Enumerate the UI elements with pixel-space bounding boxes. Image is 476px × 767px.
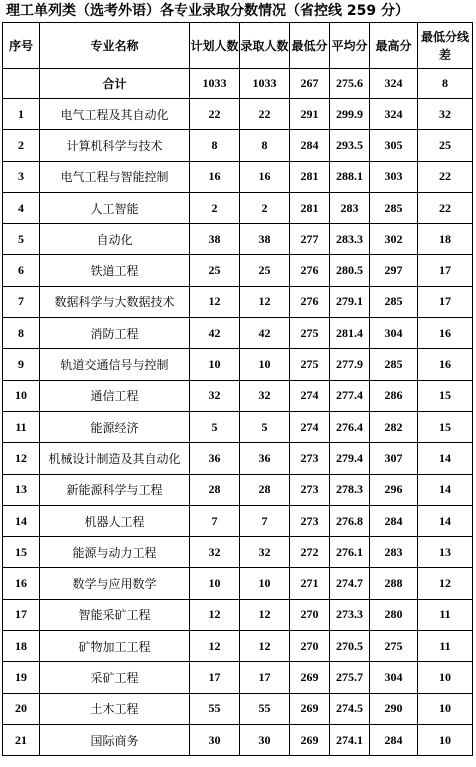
row-min: 276 xyxy=(290,255,330,286)
table-row xyxy=(3,192,473,223)
row-diff: 12 xyxy=(418,568,473,599)
header-diff: 最低分线差 xyxy=(418,23,473,69)
row-avg: 278.3 xyxy=(330,474,370,505)
row-major: 人工智能 xyxy=(40,192,190,223)
table-row xyxy=(3,161,473,192)
row-admitted: 17 xyxy=(240,662,290,693)
row-diff: 14 xyxy=(418,505,473,536)
row-min: 270 xyxy=(290,599,330,630)
row-min: 273 xyxy=(290,505,330,536)
row-seq: 16 xyxy=(3,568,40,599)
row-max: 324 xyxy=(370,99,418,130)
row-plan: 12 xyxy=(190,631,240,662)
row-avg: 277.4 xyxy=(330,380,370,411)
row-major: 数据科学与大数据技术 xyxy=(40,286,190,317)
row-avg: 270.5 xyxy=(330,631,370,662)
row-avg: 299.9 xyxy=(330,99,370,130)
row-avg: 279.1 xyxy=(330,286,370,317)
row-min: 273 xyxy=(290,443,330,474)
row-max: 290 xyxy=(370,693,418,724)
row-plan: 7 xyxy=(190,505,240,536)
row-plan: 36 xyxy=(190,443,240,474)
table-row xyxy=(3,411,473,442)
row-major: 数学与应用数学 xyxy=(40,568,190,599)
table-row xyxy=(3,662,473,693)
row-avg: 283 xyxy=(330,192,370,223)
row-major: 国际商务 xyxy=(40,724,190,755)
row-major: 计算机科学与技术 xyxy=(40,130,190,161)
row-plan: 55 xyxy=(190,693,240,724)
row-diff: 22 xyxy=(418,161,473,192)
header-seq: 序号 xyxy=(3,23,40,69)
table-row xyxy=(3,537,473,568)
row-avg: 276.8 xyxy=(330,505,370,536)
total-label: 合计 xyxy=(40,69,190,99)
row-max: 284 xyxy=(370,505,418,536)
row-max: 307 xyxy=(370,443,418,474)
row-plan: 42 xyxy=(190,318,240,349)
row-diff: 16 xyxy=(418,318,473,349)
row-max: 302 xyxy=(370,224,418,255)
row-max: 304 xyxy=(370,662,418,693)
row-seq: 21 xyxy=(3,724,40,755)
header-plan: 计划人数 xyxy=(190,23,240,69)
row-plan: 10 xyxy=(190,349,240,380)
total-max: 324 xyxy=(370,69,418,99)
row-admitted: 30 xyxy=(240,724,290,755)
total-diff: 8 xyxy=(418,69,473,99)
table-row xyxy=(3,130,473,161)
table-row xyxy=(3,286,473,317)
row-plan: 38 xyxy=(190,224,240,255)
row-major: 自动化 xyxy=(40,224,190,255)
row-avg: 276.4 xyxy=(330,411,370,442)
row-major: 电气工程与智能控制 xyxy=(40,161,190,192)
row-major: 能源经济 xyxy=(40,411,190,442)
row-max: 304 xyxy=(370,318,418,349)
row-min: 281 xyxy=(290,192,330,223)
row-admitted: 2 xyxy=(240,192,290,223)
table-row xyxy=(3,724,473,755)
row-major: 新能源科学与工程 xyxy=(40,474,190,505)
row-admitted: 38 xyxy=(240,224,290,255)
row-plan: 2 xyxy=(190,192,240,223)
table-row xyxy=(3,474,473,505)
row-seq: 12 xyxy=(3,443,40,474)
row-max: 280 xyxy=(370,599,418,630)
row-diff: 13 xyxy=(418,537,473,568)
row-max: 288 xyxy=(370,568,418,599)
row-major: 通信工程 xyxy=(40,380,190,411)
row-seq: 9 xyxy=(3,349,40,380)
row-diff: 16 xyxy=(418,349,473,380)
row-diff: 10 xyxy=(418,693,473,724)
row-seq: 20 xyxy=(3,693,40,724)
row-diff: 14 xyxy=(418,443,473,474)
row-seq: 1 xyxy=(3,99,40,130)
row-seq: 7 xyxy=(3,286,40,317)
table-row xyxy=(3,443,473,474)
row-avg: 274.5 xyxy=(330,693,370,724)
total-admitted: 1033 xyxy=(240,69,290,99)
row-major: 机械设计制造及其自动化 xyxy=(40,443,190,474)
table-row xyxy=(3,505,473,536)
row-admitted: 16 xyxy=(240,161,290,192)
table-row xyxy=(3,255,473,286)
row-major: 消防工程 xyxy=(40,318,190,349)
row-avg: 279.4 xyxy=(330,443,370,474)
row-admitted: 12 xyxy=(240,631,290,662)
row-min: 275 xyxy=(290,318,330,349)
row-min: 291 xyxy=(290,99,330,130)
row-min: 281 xyxy=(290,161,330,192)
row-seq: 3 xyxy=(3,161,40,192)
row-diff: 11 xyxy=(418,599,473,630)
row-major: 电气工程及其自动化 xyxy=(40,99,190,130)
row-major: 机器人工程 xyxy=(40,505,190,536)
row-diff: 11 xyxy=(418,631,473,662)
total-plan: 1033 xyxy=(190,69,240,99)
row-diff: 10 xyxy=(418,724,473,755)
row-max: 297 xyxy=(370,255,418,286)
row-admitted: 7 xyxy=(240,505,290,536)
total-avg: 275.6 xyxy=(330,69,370,99)
table-row xyxy=(3,693,473,724)
page-title: 理工单列类（选考外语）各专业录取分数情况（省控线 259 分） xyxy=(6,3,409,19)
row-seq: 19 xyxy=(3,662,40,693)
row-diff: 17 xyxy=(418,255,473,286)
row-plan: 28 xyxy=(190,474,240,505)
row-max: 303 xyxy=(370,161,418,192)
row-diff: 18 xyxy=(418,224,473,255)
row-admitted: 22 xyxy=(240,99,290,130)
row-min: 269 xyxy=(290,693,330,724)
row-min: 274 xyxy=(290,411,330,442)
row-max: 305 xyxy=(370,130,418,161)
row-avg: 288.1 xyxy=(330,161,370,192)
row-min: 275 xyxy=(290,349,330,380)
row-major: 矿物加工工程 xyxy=(40,631,190,662)
header-admitted: 录取人数 xyxy=(240,23,290,69)
row-plan: 32 xyxy=(190,380,240,411)
row-min: 274 xyxy=(290,380,330,411)
row-diff: 17 xyxy=(418,286,473,317)
row-plan: 22 xyxy=(190,99,240,130)
row-diff: 15 xyxy=(418,411,473,442)
row-seq: 6 xyxy=(3,255,40,286)
row-admitted: 5 xyxy=(240,411,290,442)
row-major: 土木工程 xyxy=(40,693,190,724)
row-admitted: 55 xyxy=(240,693,290,724)
row-admitted: 32 xyxy=(240,380,290,411)
row-diff: 32 xyxy=(418,99,473,130)
header-max: 最高分 xyxy=(370,23,418,69)
row-max: 275 xyxy=(370,631,418,662)
row-avg: 293.5 xyxy=(330,130,370,161)
row-min: 269 xyxy=(290,724,330,755)
table-row xyxy=(3,99,473,130)
row-avg: 276.1 xyxy=(330,537,370,568)
header-major: 专业名称 xyxy=(40,23,190,69)
row-seq: 5 xyxy=(3,224,40,255)
row-admitted: 8 xyxy=(240,130,290,161)
row-diff: 14 xyxy=(418,474,473,505)
row-major: 铁道工程 xyxy=(40,255,190,286)
row-major: 能源与动力工程 xyxy=(40,537,190,568)
row-plan: 32 xyxy=(190,537,240,568)
header-row xyxy=(3,23,473,69)
row-seq: 4 xyxy=(3,192,40,223)
row-diff: 22 xyxy=(418,192,473,223)
row-min: 271 xyxy=(290,568,330,599)
row-seq: 14 xyxy=(3,505,40,536)
row-seq: 15 xyxy=(3,537,40,568)
row-admitted: 12 xyxy=(240,286,290,317)
row-max: 285 xyxy=(370,349,418,380)
row-plan: 30 xyxy=(190,724,240,755)
row-min: 270 xyxy=(290,631,330,662)
total-row xyxy=(3,69,473,99)
row-avg: 274.1 xyxy=(330,724,370,755)
row-plan: 10 xyxy=(190,568,240,599)
row-plan: 16 xyxy=(190,161,240,192)
row-avg: 281.4 xyxy=(330,318,370,349)
row-min: 276 xyxy=(290,286,330,317)
header-avg: 平均分 xyxy=(330,23,370,69)
total-seq xyxy=(3,69,40,99)
row-avg: 280.5 xyxy=(330,255,370,286)
total-min: 267 xyxy=(290,69,330,99)
row-diff: 10 xyxy=(418,662,473,693)
row-avg: 273.3 xyxy=(330,599,370,630)
row-seq: 11 xyxy=(3,411,40,442)
row-min: 273 xyxy=(290,474,330,505)
row-max: 284 xyxy=(370,724,418,755)
row-seq: 10 xyxy=(3,380,40,411)
row-seq: 8 xyxy=(3,318,40,349)
row-max: 285 xyxy=(370,286,418,317)
table-row xyxy=(3,349,473,380)
table-row xyxy=(3,599,473,630)
row-admitted: 28 xyxy=(240,474,290,505)
row-plan: 5 xyxy=(190,411,240,442)
row-max: 296 xyxy=(370,474,418,505)
header-min: 最低分 xyxy=(290,23,330,69)
row-plan: 12 xyxy=(190,599,240,630)
table-row xyxy=(3,631,473,662)
row-major: 采矿工程 xyxy=(40,662,190,693)
row-seq: 18 xyxy=(3,631,40,662)
row-max: 283 xyxy=(370,537,418,568)
row-min: 272 xyxy=(290,537,330,568)
row-major: 轨道交通信号与控制 xyxy=(40,349,190,380)
row-max: 282 xyxy=(370,411,418,442)
row-avg: 274.7 xyxy=(330,568,370,599)
row-plan: 8 xyxy=(190,130,240,161)
table-row xyxy=(3,568,473,599)
row-diff: 15 xyxy=(418,380,473,411)
row-max: 285 xyxy=(370,192,418,223)
row-admitted: 25 xyxy=(240,255,290,286)
row-max: 286 xyxy=(370,380,418,411)
table-row xyxy=(3,318,473,349)
row-seq: 2 xyxy=(3,130,40,161)
table-row xyxy=(3,224,473,255)
row-min: 277 xyxy=(290,224,330,255)
row-min: 284 xyxy=(290,130,330,161)
row-admitted: 10 xyxy=(240,349,290,380)
row-seq: 13 xyxy=(3,474,40,505)
table-row xyxy=(3,380,473,411)
row-admitted: 10 xyxy=(240,568,290,599)
row-admitted: 32 xyxy=(240,537,290,568)
scores-table xyxy=(2,22,473,756)
row-plan: 25 xyxy=(190,255,240,286)
row-major: 智能采矿工程 xyxy=(40,599,190,630)
row-avg: 277.9 xyxy=(330,349,370,380)
row-plan: 12 xyxy=(190,286,240,317)
row-avg: 283.3 xyxy=(330,224,370,255)
row-admitted: 42 xyxy=(240,318,290,349)
row-admitted: 12 xyxy=(240,599,290,630)
row-seq: 17 xyxy=(3,599,40,630)
row-avg: 275.7 xyxy=(330,662,370,693)
row-admitted: 36 xyxy=(240,443,290,474)
row-plan: 17 xyxy=(190,662,240,693)
row-diff: 25 xyxy=(418,130,473,161)
row-min: 269 xyxy=(290,662,330,693)
